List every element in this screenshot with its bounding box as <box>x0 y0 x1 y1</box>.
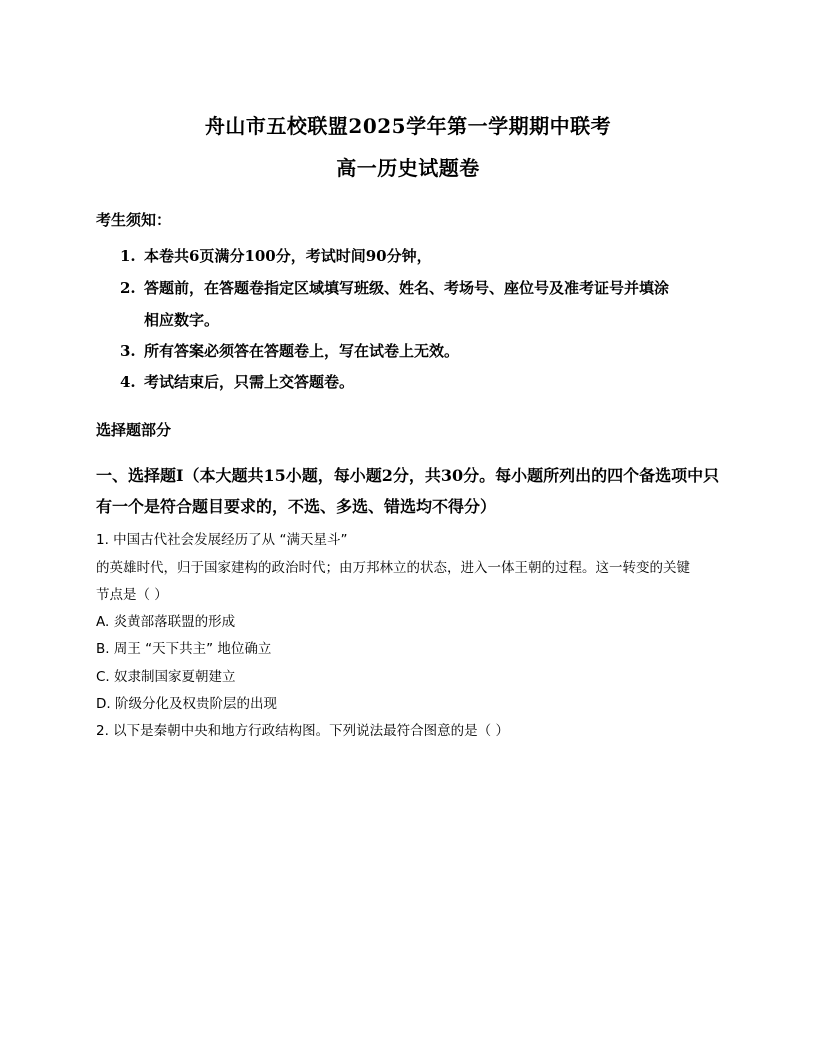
question-1-option-a: A. 炎黄部落联盟的形成 <box>96 614 236 630</box>
notice-item <box>120 341 459 361</box>
notice-label: 考生须知： <box>96 211 172 229</box>
part-heading: 一、选择题Ⅰ（本大题共15小题，每小题2分，共30分。每小题所列出的四个备选项中只 <box>96 466 720 485</box>
notice-item-number: 4. <box>120 373 136 391</box>
notice-item-number: 3. <box>120 342 136 360</box>
section-label: 选择题部分 <box>96 421 172 439</box>
notice-item <box>120 246 432 266</box>
exam-subtitle: 高一历史试题卷 <box>336 156 480 180</box>
notice-item-text: 所有答案必须答在答题卷上，写在试卷上无效。 <box>144 342 460 360</box>
notice-item-text: 本卷共6页满分100分，考试时间90分钟， <box>144 247 432 265</box>
question-2-stem: 2. 以下是秦朝中央和地方行政结构图。下列说法最符合图意的是（ ） <box>96 723 509 739</box>
exam-title: 舟山市五校联盟2025学年第一学期期中联考 <box>204 114 612 138</box>
notice-item <box>120 372 354 392</box>
notice-item <box>120 278 669 298</box>
notice-item-text: 考试结束后，只需上交答题卷。 <box>144 373 355 391</box>
question-1-stem-line: 节点是（ ） <box>96 587 168 603</box>
question-1-option-c: C. 奴隶制国家夏朝建立 <box>96 669 236 685</box>
question-1-stem-line: 的英雄时代，归于国家建构的政治时代；由万邦林立的状态，进入一体王朝的过程。这一转变的关键 <box>96 560 690 576</box>
question-1-stem: 1. 中国古代社会发展经历了从 “满天星斗” <box>96 532 348 548</box>
question-1-option-d: D. 阶级分化及权贵阶层的出现 <box>96 696 277 712</box>
notice-item-number: 1. <box>120 247 136 265</box>
question-1-option-b: B. 周王 “天下共主” 地位确立 <box>96 641 272 657</box>
notice-item-text: 答题前，在答题卷指定区域填写班级、姓名、考场号、座位号及准考证号并填涂 <box>144 279 670 297</box>
notice-item-number: 2. <box>120 279 136 297</box>
notice-item-continuation: 相应数字。 <box>144 311 220 329</box>
part-heading-continuation: 有一个是符合题目要求的，不选、多选、错选均不得分） <box>96 497 497 516</box>
